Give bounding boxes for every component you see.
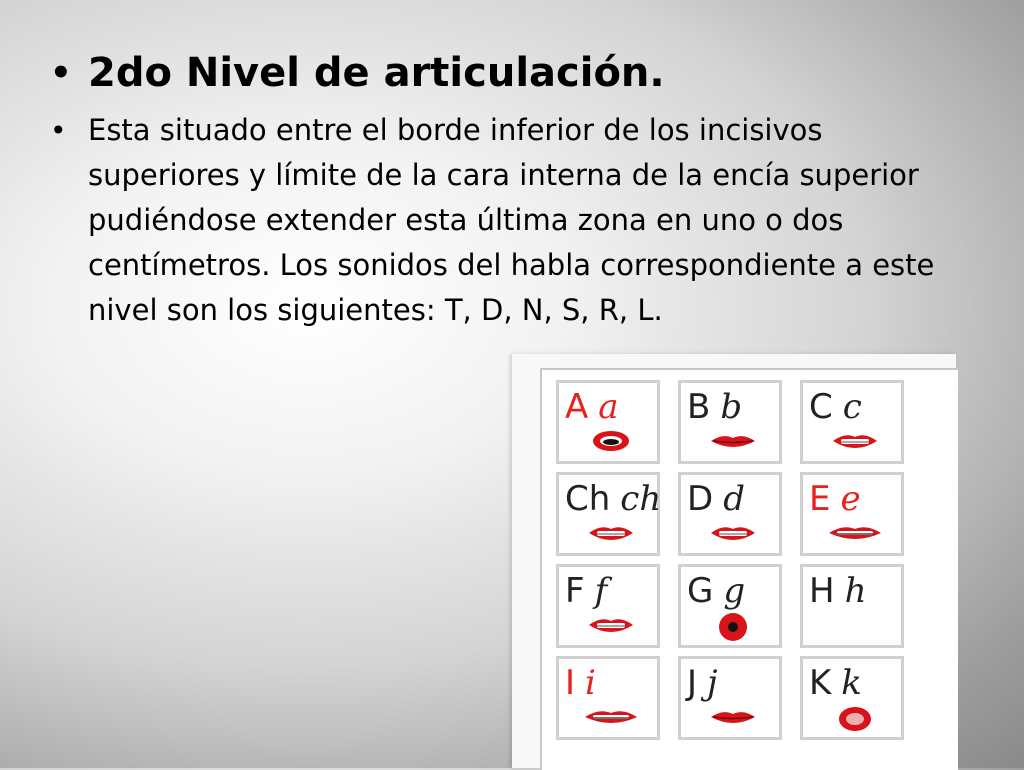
cell-letters [809,571,866,611]
mouth-icon [825,705,885,739]
lowercase-letter: e [840,479,861,519]
lowercase-letter: h [844,571,867,611]
uppercase-letter: F [565,571,585,611]
cell-letters [809,479,861,519]
mouth-icon [703,429,763,463]
uppercase-letter: B [687,387,711,427]
alphabet-cell [678,564,782,648]
uppercase-letter: A [565,387,589,427]
uppercase-letter: H [809,571,835,611]
cell-letters [565,387,619,427]
lowercase-letter: c [842,387,862,427]
cell-letters [687,479,745,519]
uppercase-letter: K [809,663,832,703]
alphabet-cell [678,472,782,556]
mouth-icon [581,705,641,739]
alphabet-cell [800,380,904,464]
mouth-icon [825,521,885,555]
mouth-icon [703,521,763,555]
lowercase-letter: g [723,571,746,611]
cell-letters [809,663,862,703]
alphabet-cell [800,472,904,556]
lowercase-letter: ch [620,479,662,519]
mouth-icon [703,613,763,647]
alphabet-chart-image [512,354,956,768]
cell-letters [565,571,607,611]
lowercase-letter: f [594,571,608,611]
slide-bullets [46,40,946,333]
lowercase-letter: d [723,479,745,519]
slide-body-row [46,108,938,333]
slide-body-text: Esta situado entre el borde inferior de los incisivos superiores y límite de la cara interna de la encía superior pudiéndose extender esta última zona en uno o dos centímetros. Los sonidos del habla correspondiente a este nivel son los siguientes: T, D, N, S, R, L. [88,113,935,327]
mouth-icon [825,429,885,463]
lowercase-letter: i [585,663,596,703]
bullet-icon: • [50,114,67,147]
alphabet-cell [556,656,660,740]
alphabet-cell [556,564,660,648]
mouth-icon [581,613,641,647]
uppercase-letter: Ch [565,479,611,519]
cell-letters [687,387,742,427]
mouth-icon [581,521,641,555]
alphabet-cell [678,380,782,464]
cell-letters [809,387,862,427]
mouth-icon [581,429,641,463]
slide-heading-row [46,40,946,106]
alphabet-cell [556,472,660,556]
lowercase-letter: b [720,387,743,427]
cell-letters [565,479,661,519]
uppercase-letter: D [687,479,714,519]
cell-letters [687,663,718,703]
alphabet-cell [678,656,782,740]
uppercase-letter: G [687,571,714,611]
alphabet-cell [800,656,904,740]
lowercase-letter: j [707,663,718,703]
uppercase-letter: C [809,387,833,427]
alphabet-chart-grid [540,368,958,770]
cell-letters [565,663,596,703]
slide-heading: 2do Nivel de articulación. [88,50,665,96]
alphabet-cell [800,564,904,648]
uppercase-letter: E [809,479,831,519]
mouth-icon [703,705,763,739]
alphabet-cell [556,380,660,464]
bullet-icon: • [50,53,72,93]
lowercase-letter: k [841,663,862,703]
uppercase-letter: J [687,663,698,703]
uppercase-letter: I [565,663,576,703]
lowercase-letter: a [598,387,619,427]
cell-letters [687,571,745,611]
